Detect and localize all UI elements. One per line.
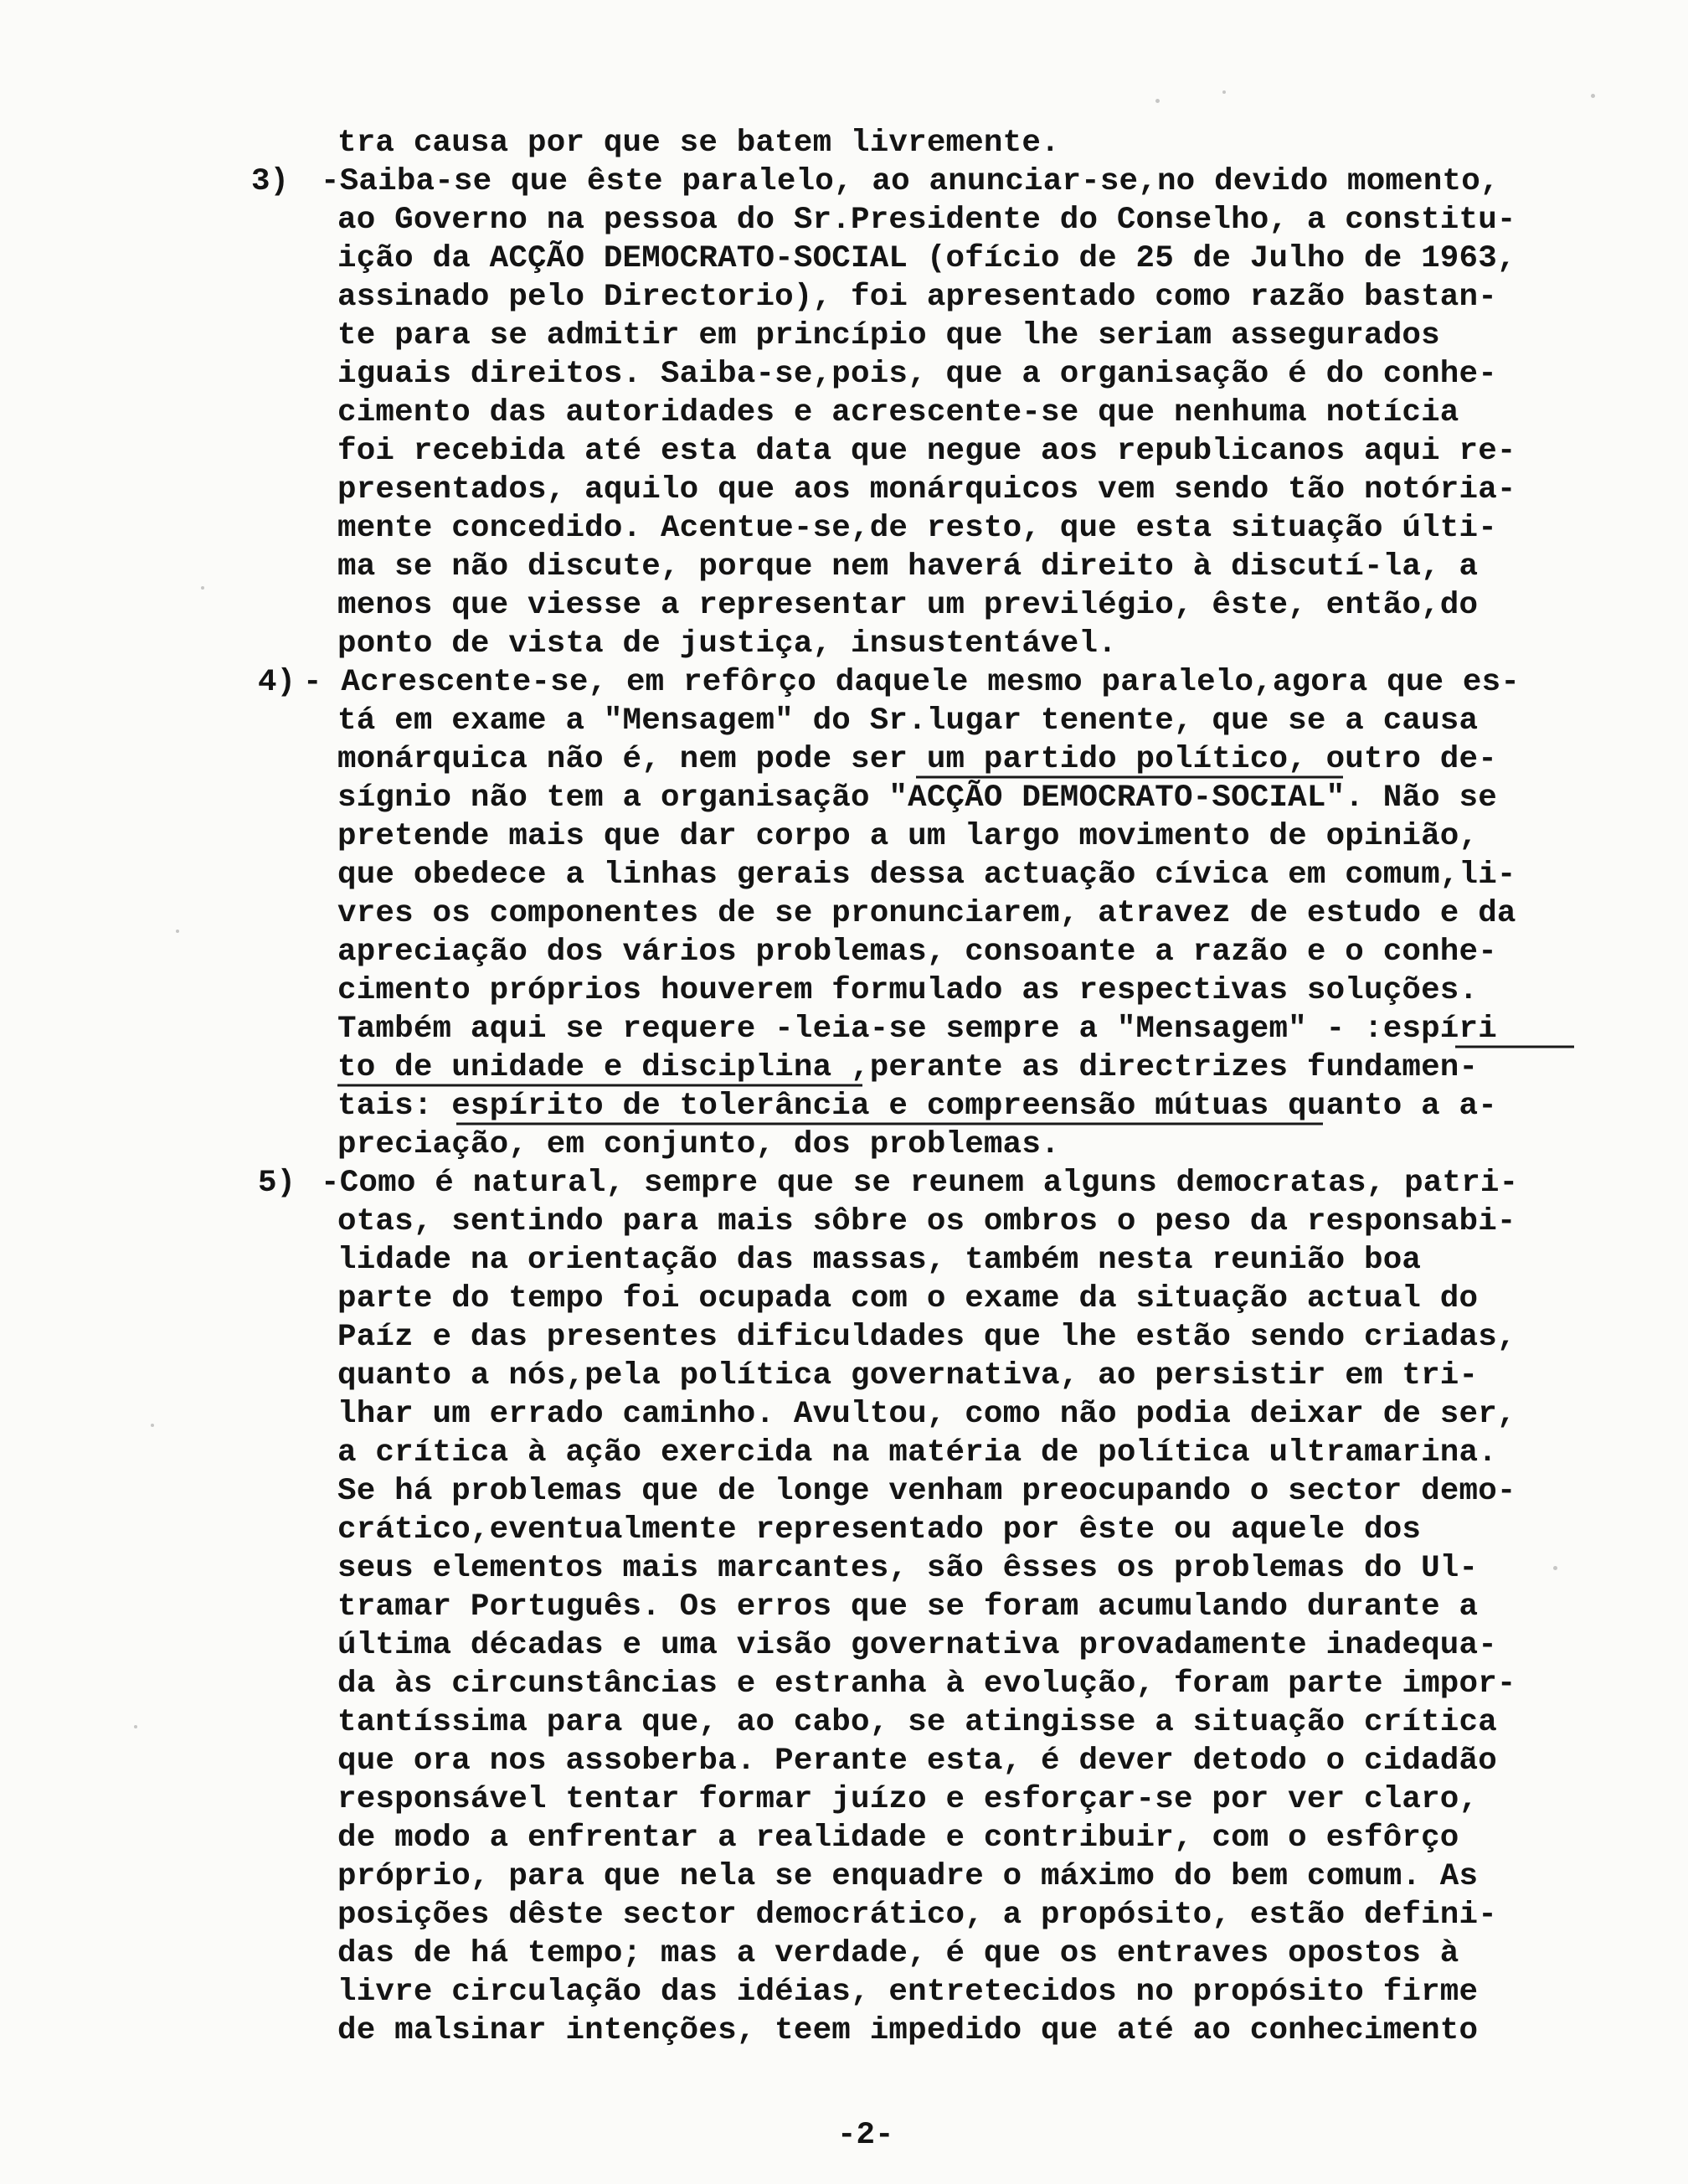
text-line: - Acrescente-se, em refôrço daquele mesmo paralelo,agora que es- bbox=[303, 665, 1521, 700]
text-line: lhar um errado caminho. Avultou, como não podia deixar de ser, bbox=[337, 1397, 1516, 1432]
text-line: to de unidade e disciplina ,perante as directrizes fundamen- bbox=[337, 1050, 1479, 1085]
text-line: tais: espírito de tolerância e compreensão mútuas quanto a a- bbox=[337, 1089, 1497, 1124]
text-line: crático,eventualmente representado por êste ou aquele dos bbox=[337, 1512, 1422, 1548]
text-line: ição da ACÇÃO DEMOCRATO-SOCIAL (ofício de 25 de Julho de 1963, bbox=[337, 241, 1516, 276]
text-line: de malsinar intenções, teem impedido que até ao conhecimento bbox=[337, 2013, 1479, 2048]
text-line: vres os componentes de se pronunciarem, atravez de estudo e da bbox=[337, 896, 1516, 931]
text-line: te para se admitir em princípio que lhe seriam assegurados bbox=[337, 318, 1440, 353]
text-line: preciação, em conjunto, dos problemas. bbox=[337, 1127, 1060, 1162]
scan-speck bbox=[1553, 1566, 1557, 1570]
text-line: -Como é natural, sempre que se reunem alguns democratas, patri- bbox=[321, 1166, 1519, 1201]
scan-speck bbox=[151, 1424, 154, 1427]
text-line: sígnio não tem a organisação "ACÇÃO DEMOCRATO-SOCIAL". Não se bbox=[337, 780, 1497, 816]
text-line: tramar Português. Os erros que se foram acumulando durante a bbox=[337, 1589, 1479, 1625]
text-line: que obedece a linhas gerais dessa actuação cívica em comum,li- bbox=[337, 858, 1516, 893]
scan-speck bbox=[1591, 94, 1595, 98]
item-number: 4) bbox=[258, 665, 296, 700]
text-line: quanto a nós,pela política governativa, ao persistir em tri- bbox=[337, 1358, 1479, 1393]
scan-speck bbox=[1222, 90, 1226, 94]
text-line: Também aqui se requere -leia-se sempre a "Mensagem" - :espíri bbox=[337, 1012, 1497, 1047]
text-line: da às circunstâncias e estranha à evolução, foram parte impor- bbox=[337, 1666, 1516, 1702]
scan-speck bbox=[201, 586, 204, 590]
text-line: lidade na orientação das massas, também nesta reunião boa bbox=[337, 1243, 1422, 1278]
text-line: menos que viesse a representar um previlégio, êste, então,do bbox=[337, 588, 1479, 623]
text-line: posições dêste sector democrático, a propósito, estão defini- bbox=[337, 1898, 1497, 1933]
text-line: livre circulação das idéias, entretecidos no propósito firme bbox=[337, 1975, 1479, 2010]
text-line: cimento próprios houverem formulado as respectivas soluções. bbox=[337, 973, 1479, 1008]
scan-speck bbox=[134, 1725, 137, 1728]
text-line: -Saiba-se que êste paralelo, ao anunciar-se,no devido momento, bbox=[321, 164, 1500, 199]
text-line: a crítica à ação exercida na matéria de política ultramarina. bbox=[337, 1435, 1497, 1471]
text-line: apreciação dos vários problemas, consoante a razão e o conhe- bbox=[337, 935, 1497, 970]
text-line: iguais direitos. Saiba-se,pois, que a organisação é do conhe- bbox=[337, 357, 1497, 392]
text-line: mente concedido. Acentue-se,de resto, que esta situação últi- bbox=[337, 511, 1497, 546]
text-line: de modo a enfrentar a realidade e contribuir, com o esfôrço bbox=[337, 1821, 1459, 1856]
text-line: parte do tempo foi ocupada com o exame da situação actual do bbox=[337, 1281, 1479, 1316]
text-line: pretende mais que dar corpo a um largo movimento de opinião, bbox=[337, 819, 1479, 854]
scan-speck bbox=[176, 930, 179, 933]
text-line: ao Governo na pessoa do Sr.Presidente do Conselho, a constitu- bbox=[337, 203, 1516, 238]
text-line: que ora nos assoberba. Perante esta, é dever detodo o cidadão bbox=[337, 1744, 1497, 1779]
text-line: presentados, aquilo que aos monárquicos vem sendo tão notória- bbox=[337, 472, 1516, 507]
text-line: tá em exame a "Mensagem" do Sr.lugar tenente, que se a causa bbox=[337, 703, 1479, 739]
text-line: próprio, para que nela se enquadre o máximo do bem comum. As bbox=[337, 1859, 1479, 1894]
page-number: -2- bbox=[837, 2118, 894, 2153]
item-number: 5) bbox=[258, 1166, 296, 1201]
text-line: otas, sentindo para mais sôbre os ombros o peso da responsabi- bbox=[337, 1204, 1516, 1239]
text-line: ponto de vista de justiça, insustentável. bbox=[337, 626, 1117, 662]
text-line underlined-phrase-partido-politico: monárquica não é, nem pode ser um partido político, outro de- bbox=[337, 742, 1497, 777]
text-line: seus elementos mais marcantes, são êsses os problemas do Ul- bbox=[337, 1551, 1479, 1586]
text-line: Paíz e das presentes dificuldades que lhe estão sendo criadas, bbox=[337, 1320, 1516, 1355]
text-line: das de há tempo; mas a verdade, é que os entraves opostos à bbox=[337, 1936, 1459, 1971]
item-number: 3) bbox=[251, 164, 290, 199]
text-line: ma se não discute, porque nem haverá direito à discutí-la, a bbox=[337, 549, 1479, 585]
text-line: tantíssima para que, ao cabo, se atingisse a situação crítica bbox=[337, 1705, 1497, 1740]
text-line: foi recebida até esta data que negue aos republicanos aqui re- bbox=[337, 434, 1516, 469]
text-line: responsável tentar formar juízo e esforçar-se por ver claro, bbox=[337, 1782, 1479, 1817]
scan-speck bbox=[1155, 99, 1160, 103]
text-line: tra causa por que se batem livremente. bbox=[337, 126, 1060, 161]
text-line: última décadas e uma visão governativa provadamente inadequa- bbox=[337, 1628, 1497, 1663]
text-line: assinado pelo Directorio), foi apresentado como razão bastan- bbox=[337, 280, 1497, 315]
text-line: Se há problemas que de longe venham preocupando o sector demo- bbox=[337, 1474, 1516, 1509]
text-line: cimento das autoridades e acrescente-se que nenhuma notícia bbox=[337, 395, 1459, 430]
